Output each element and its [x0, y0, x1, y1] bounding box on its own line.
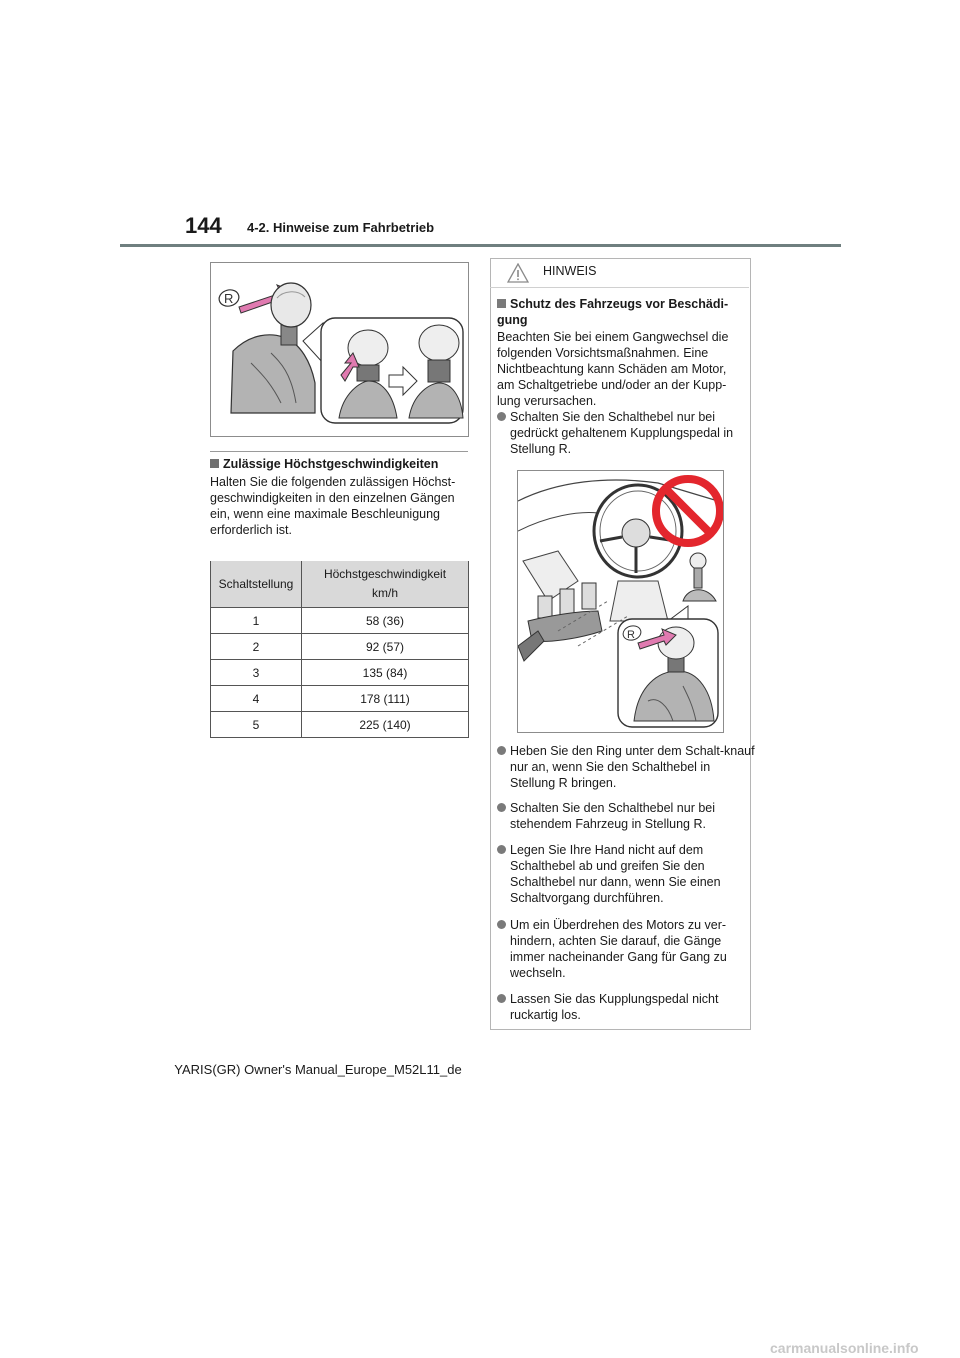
gear-cell: 5	[211, 712, 302, 738]
speed-cell: 58 (36)	[302, 608, 469, 634]
bullet-dot-icon	[497, 994, 506, 1003]
bullet-text: Legen Sie Ihre Hand nicht auf dem Schalthebel ab und greifen Sie den Schalthebel nur dann, wenn Sie einen Schaltvorgang durchführen.	[510, 843, 721, 905]
watermark-logo[interactable]: carmanualsonline.info	[770, 1340, 919, 1356]
bullet-text: Schalten Sie den Schalthebel nur bei stehendem Fahrzeug in Stellung R.	[510, 801, 716, 831]
footer-text: YARIS(GR) Owner's Manual_Europe_M52L11_de	[174, 1062, 462, 1077]
speed-header-line1: Höchstgeschwindigkeit	[323, 567, 447, 581]
gear-cell: 3	[211, 660, 302, 686]
page-footer	[0, 1062, 960, 1077]
notice-bullet	[497, 409, 756, 457]
max-speed-paragraph: Halten Sie die folgenden zulässigen Höchst-geschwindigkeiten in den einzelnen Gängen ein, wenn eine maximale Beschleunigung erforderlich ist.	[210, 475, 456, 537]
bullet-dot-icon	[497, 920, 506, 929]
speed-cell: 135 (84)	[302, 660, 469, 686]
table-row	[211, 686, 469, 712]
shift-lever-illustration	[211, 263, 468, 436]
speed-column-header	[302, 561, 469, 608]
max-speed-heading-text: Zulässige Höchstgeschwindigkeiten	[223, 457, 439, 471]
speed-cell: 178 (111)	[302, 686, 469, 712]
speed-cell: 225 (140)	[302, 712, 469, 738]
prohibition-icon	[656, 479, 720, 543]
table-row	[211, 634, 469, 660]
notice-title: HINWEIS	[543, 264, 597, 278]
bullet-text: Lassen Sie das Kupplungspedal nicht ruckartig los.	[510, 992, 719, 1022]
bullet-dot-icon	[497, 412, 506, 421]
speed-table	[210, 561, 469, 738]
warning-triangle-icon	[507, 263, 529, 288]
gear-cell: 2	[211, 634, 302, 660]
notice-bullet	[497, 743, 756, 791]
notice-paragraph: Beachten Sie bei einem Gangwechsel die folgenden Vorsichtsmaßnahmen. Eine Nichtbeachtung kann Schäden am Motor, am Schaltgetriebe und/oder an der Kupp-lung verursachen.	[497, 330, 729, 408]
notice-bullet	[497, 991, 756, 1023]
table-header-row	[211, 561, 469, 608]
cockpit-figure	[517, 470, 724, 733]
table-row	[211, 712, 469, 738]
bullet-dot-icon	[497, 746, 506, 755]
notice-bullet	[497, 800, 756, 832]
shift-lever-figure	[210, 262, 469, 437]
subheading-rule	[210, 451, 468, 452]
gear-column-header: Schaltstellung	[211, 561, 302, 608]
notice-rule	[490, 287, 749, 288]
square-bullet-icon	[497, 299, 506, 308]
notice-bullet	[497, 917, 756, 981]
section-title: 4-2. Hinweise zum Fahrbetrieb	[247, 220, 435, 235]
bullet-text: Heben Sie den Ring unter dem Schalt-knauf nur an, wenn Sie den Schalthebel in Stellung R bringen.	[510, 744, 755, 790]
r-label-right: R	[627, 629, 635, 641]
header-rule	[120, 244, 841, 247]
speed-cell: 92 (57)	[302, 634, 469, 660]
bullet-dot-icon	[497, 845, 506, 854]
r-badge-icon	[217, 288, 240, 309]
bullet-text: Um ein Überdrehen des Motors zu ver-hindern, achten Sie darauf, die Gänge immer nacheinander Gang für Gang zu wechseln.	[510, 918, 727, 980]
notice-subheading	[497, 296, 743, 328]
speed-header-unit: km/h	[371, 586, 398, 600]
table-row	[211, 660, 469, 686]
square-bullet-icon	[210, 459, 219, 468]
cockpit-illustration	[518, 471, 723, 732]
notice-bullet	[497, 842, 756, 906]
figure-underline	[210, 436, 469, 437]
r-label-left: R	[224, 291, 234, 306]
gear-cell: 1	[211, 608, 302, 634]
page-number: 144	[185, 213, 222, 238]
table-row	[211, 608, 469, 634]
max-speed-heading	[210, 456, 472, 472]
bullet-dot-icon	[497, 803, 506, 812]
notice-subheading-text: Schutz des Fahrzeugs vor Beschädi-gung	[497, 297, 729, 327]
gear-cell: 4	[211, 686, 302, 712]
bullet-text: Schalten Sie den Schalthebel nur bei gedrückt gehaltenem Kupplungspedal in Stellung R.	[510, 410, 734, 456]
